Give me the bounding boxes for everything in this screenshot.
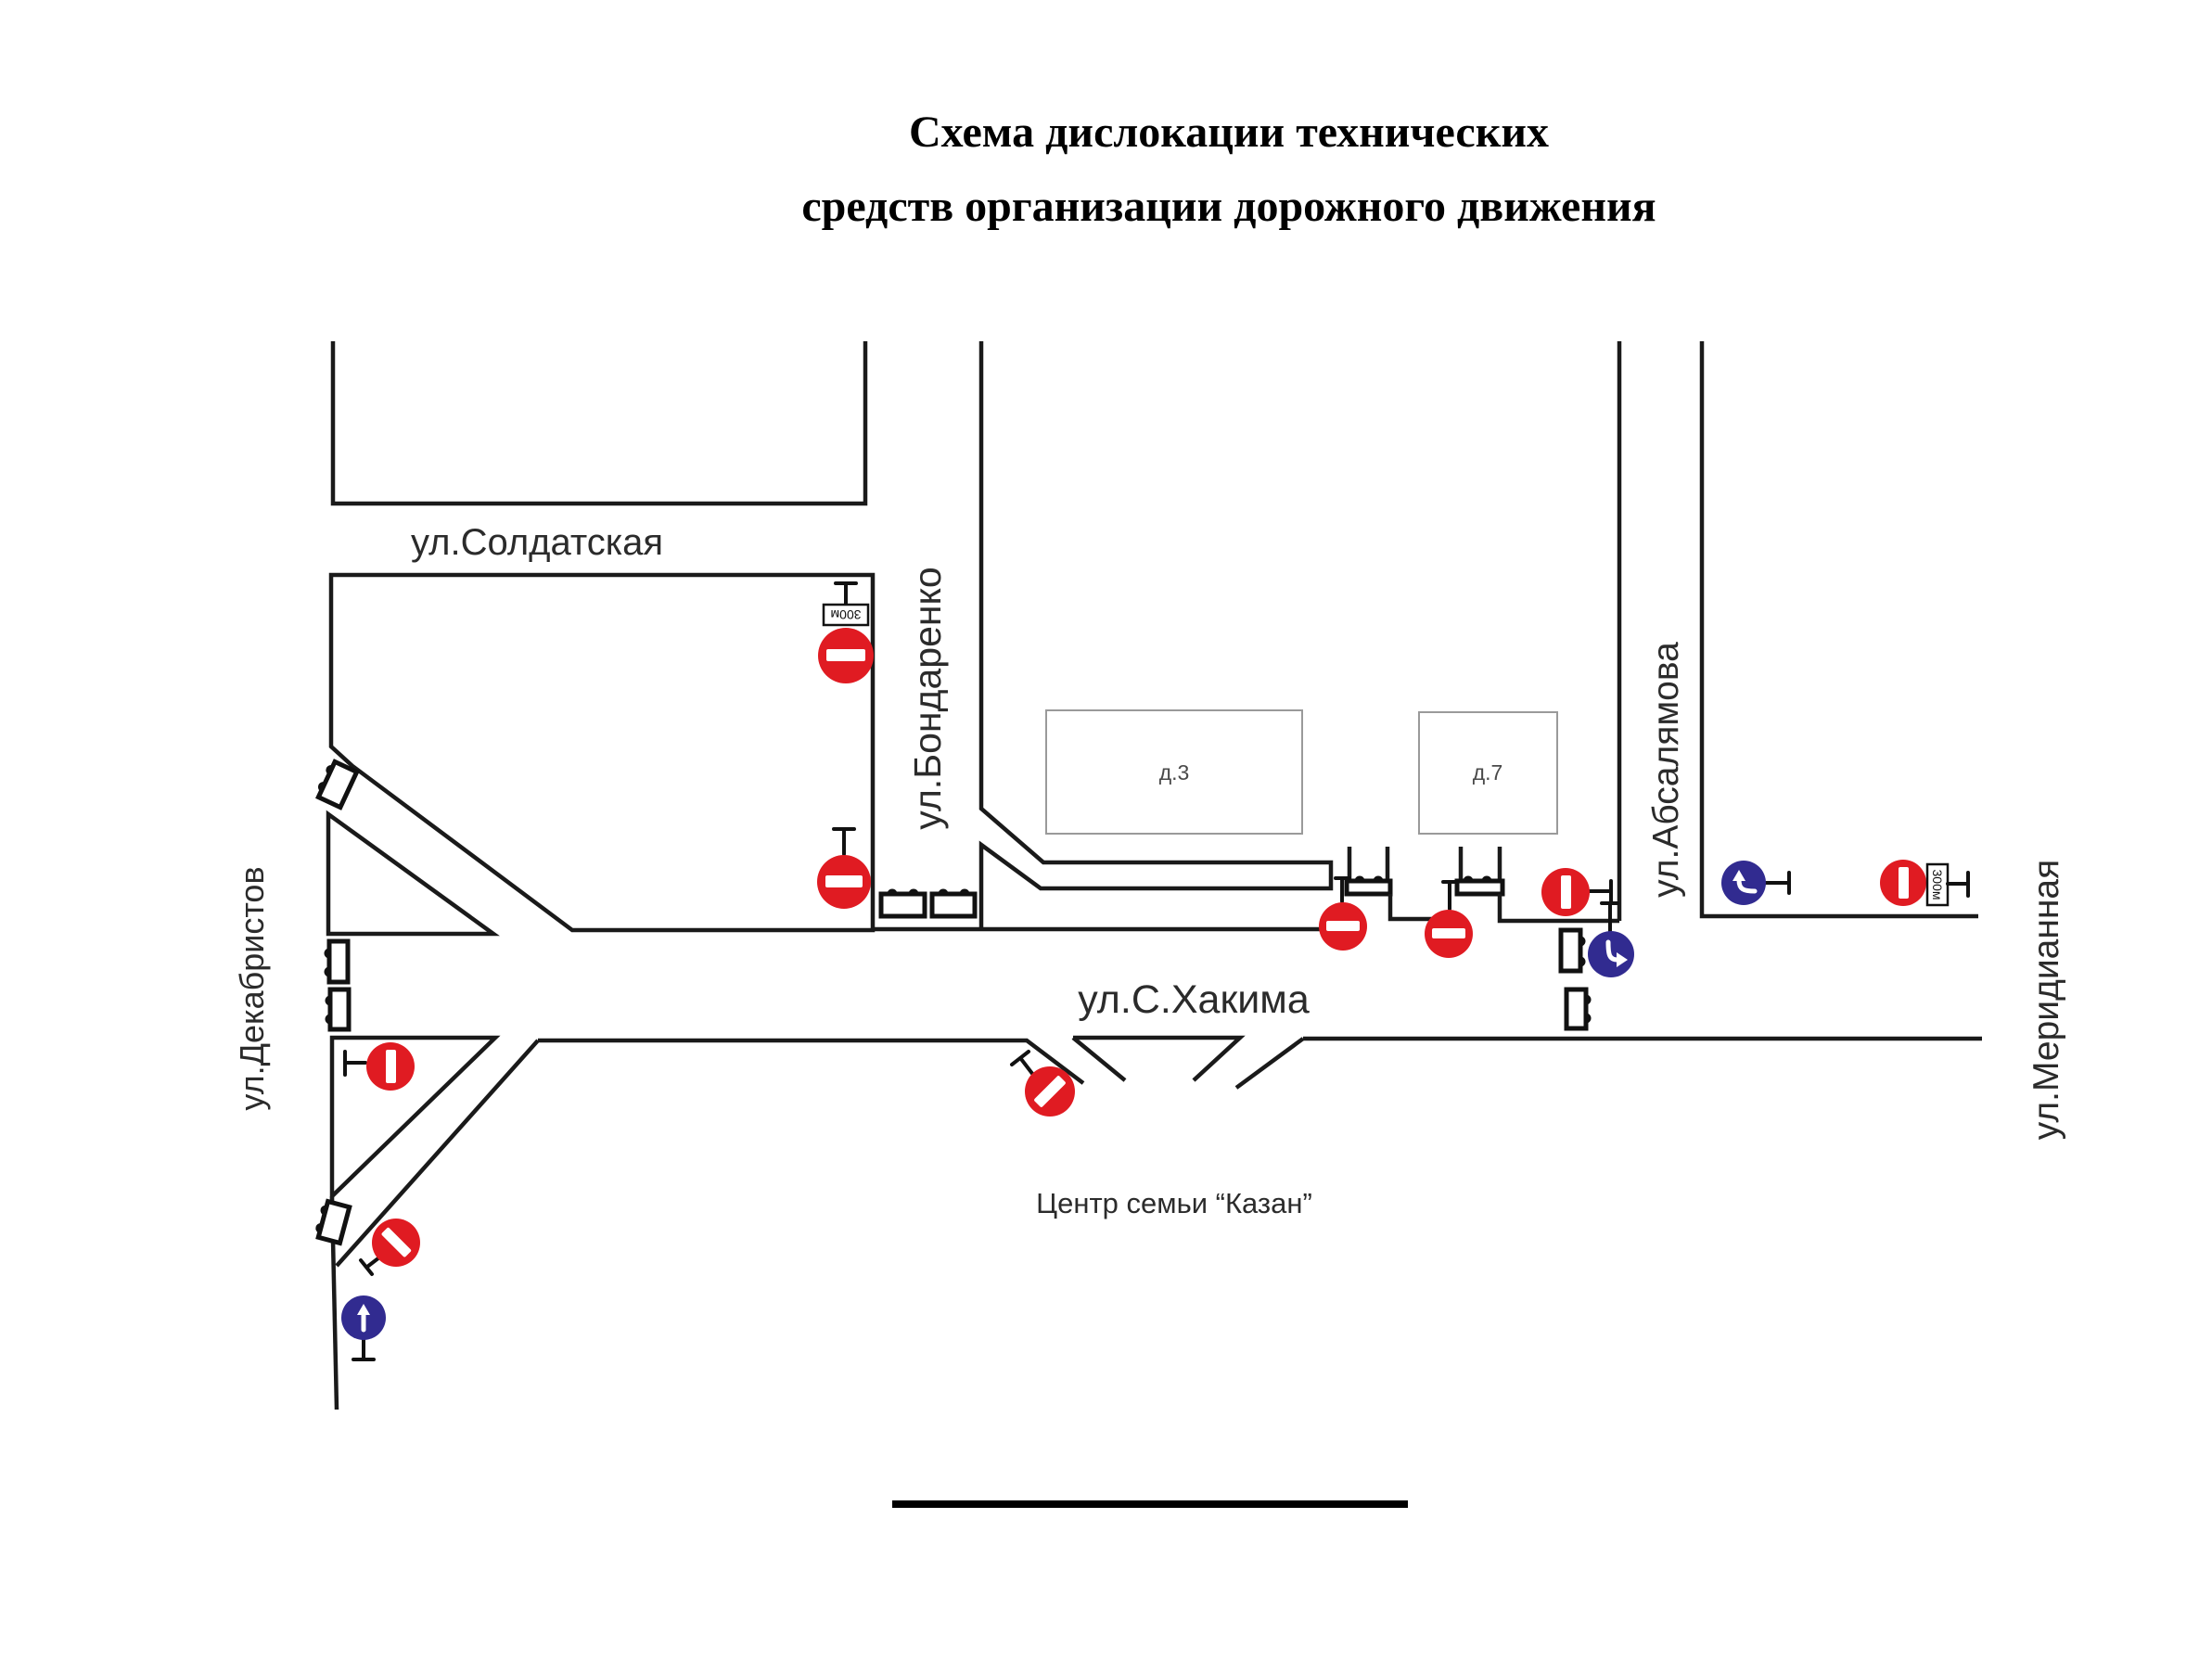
scheme-title-line1: Схема дислокации технических [908,108,1550,157]
traffic-light-icon [313,759,356,807]
traffic-light-icon [325,941,349,982]
no-entry-sign-bondarenko-north [818,583,874,683]
turn-right-sign [1588,903,1634,977]
distance-plate: 300м [830,607,862,622]
absalyamova-east-edge [1702,341,1978,916]
driveway-gate-2 [1457,847,1502,894]
no-entry-sign-absalyamova-west [1541,868,1611,916]
bus-shelter-icon [932,889,975,917]
label-khakima: ул.С.Хакима [1078,977,1310,1022]
driveway-funnel-left-arm [1073,1038,1125,1080]
gate-bar [1347,881,1390,894]
no-entry-sign-dekabristov-island [345,1042,415,1091]
island-upper [328,814,493,934]
bus-shelter-icon [881,889,925,917]
road-network [328,341,1982,1504]
distance-plate: 300м [1930,869,1945,900]
driveway-gate-1 [1347,847,1390,894]
label-meridiannaya: ул.Меридианная [2027,859,2066,1141]
label-bondarenko: ул.Бондаренко [906,567,949,830]
traffic-light-icon [1561,930,1586,971]
buildings [1046,710,1557,834]
bondarenko-east-edge [981,341,1331,929]
driveway-right-arm [1236,1039,1303,1088]
traffic-light-icon [326,989,350,1029]
no-entry-sign-meridiannaya [1880,860,1968,906]
building-d7-label: д.7 [1472,760,1503,785]
label-absalyamova: ул.Абсалямова [1646,642,1686,898]
label-dekabristov: ул.Декабристов [233,866,271,1111]
label-soldatskaya: ул.Солдатская [411,522,664,563]
label-family-center: Центр семьи “Казан” [1036,1187,1312,1219]
roadside-equipment [313,759,1592,1243]
traffic-light-icon [1566,989,1592,1028]
gate-posts [1349,847,1387,881]
no-entry-sign-family-center [1012,1052,1075,1117]
gate-bar [1457,881,1502,894]
gate-posts [1461,847,1500,881]
straight-ahead-sign [341,1295,386,1359]
block-north-soldatskaya [333,341,865,504]
street-labels [233,522,2066,1219]
turn-left-sign [1721,861,1789,905]
no-entry-sign-bondarenko-south [817,829,871,909]
khakima-south-edge-west [538,1040,1083,1083]
traffic-light-icon [313,1200,350,1243]
connector-lower-edge [337,1040,538,1266]
scheme-title-line2: средств организации дорожного движения [801,182,1656,231]
building-d3-label: д.3 [1158,760,1190,785]
